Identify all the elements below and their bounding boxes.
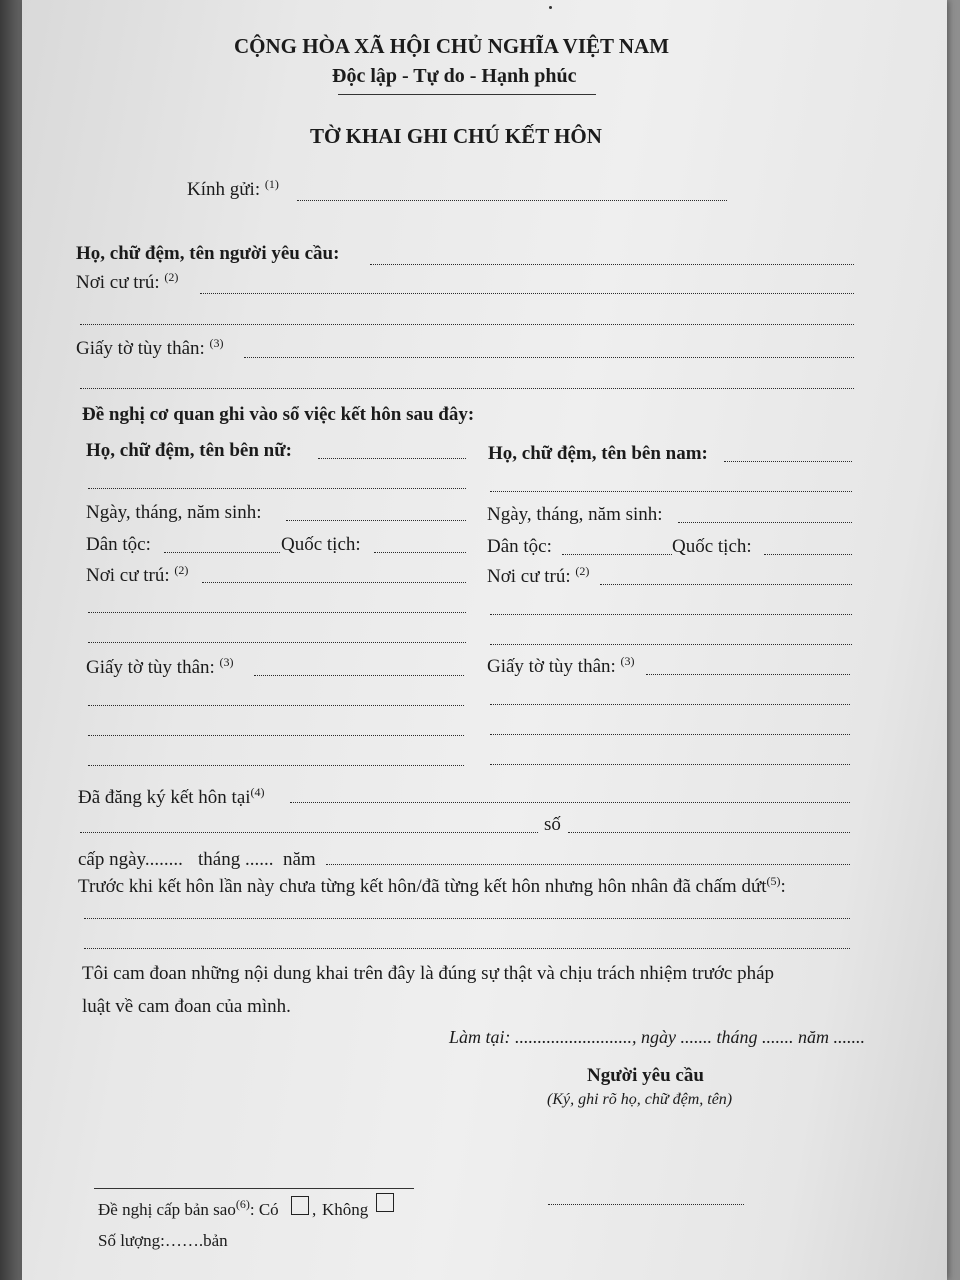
bride-ethnicity-field[interactable] — [164, 552, 280, 553]
issued-year-field[interactable] — [326, 864, 850, 865]
groom-ethnicity-field[interactable] — [562, 554, 672, 555]
form-title: TỜ KHAI GHI CHÚ KẾT HÔN — [310, 124, 602, 148]
applicant-id-text: Giấy tờ tùy thân: — [76, 338, 205, 359]
applicant-residence-note: (2) — [164, 270, 179, 284]
bride-residence-label — [86, 563, 189, 586]
recipient-label-text: Kính gửi: — [187, 179, 261, 200]
signature-field[interactable] — [548, 1204, 744, 1205]
footnote-rule — [94, 1188, 414, 1189]
bride-dob-field[interactable] — [286, 520, 466, 521]
signer-title: Người yêu cầu — [587, 1065, 704, 1086]
groom-nationality-field[interactable] — [764, 554, 852, 555]
groom-residence-text: Nơi cư trú: — [487, 566, 571, 587]
bride-id-field-3[interactable] — [88, 735, 464, 736]
previous-marriage-field-2[interactable] — [84, 948, 850, 949]
applicant-id-field[interactable] — [244, 357, 854, 358]
groom-dob-field[interactable] — [678, 522, 852, 523]
previous-marriage-label — [78, 874, 786, 897]
bride-id-note: (3) — [219, 655, 234, 669]
copy-yes-label: : Có — [249, 1200, 279, 1219]
applicant-name-field[interactable] — [370, 264, 854, 265]
previous-marriage-field[interactable] — [84, 918, 850, 919]
bride-id-text: Giấy tờ tùy thân: — [86, 657, 215, 678]
motto-underline — [338, 94, 596, 95]
groom-ethnicity-label: Dân tộc: — [487, 536, 552, 557]
bride-nationality-label: Quốc tịch: — [281, 534, 361, 555]
number-label: số — [544, 814, 561, 835]
scan-speck — [549, 6, 552, 9]
groom-id-field[interactable] — [646, 674, 850, 675]
number-field[interactable] — [568, 832, 850, 833]
groom-residence-field-2[interactable] — [490, 614, 852, 615]
bride-id-field-4[interactable] — [88, 765, 464, 766]
paper-form — [22, 0, 947, 1280]
bride-residence-text: Nơi cư trú: — [86, 565, 170, 586]
copy-yes-checkbox[interactable] — [291, 1196, 309, 1215]
bride-residence-field-2[interactable] — [88, 612, 466, 613]
registered-label — [78, 785, 265, 808]
previous-marriage-colon: : — [780, 876, 786, 897]
applicant-id-field-2[interactable] — [80, 388, 854, 389]
applicant-id-label — [76, 336, 224, 359]
bride-ethnicity-label: Dân tộc: — [86, 534, 151, 555]
declaration-line-1: Tôi cam đoan những nội dung khai trên đây là đúng sự thật và chịu trách nhiệm trước pháp — [82, 963, 775, 984]
applicant-residence-field-2[interactable] — [80, 324, 854, 325]
groom-id-note: (3) — [620, 654, 635, 668]
previous-marriage-text: Trước khi kết hôn lần này chưa từng kết hôn/đã từng kết hôn nhưng hôn nhân đã chấm dứt — [78, 876, 767, 897]
issued-day-label: cấp ngày........ — [78, 849, 183, 870]
groom-name-field-2[interactable] — [490, 491, 852, 492]
applicant-id-note: (3) — [209, 336, 224, 350]
groom-id-field-2[interactable] — [490, 704, 850, 705]
request-heading: Đề nghị cơ quan ghi vào sổ việc kết hôn sau đây: — [82, 404, 475, 425]
registered-text: Đã đăng ký kết hôn tại — [78, 787, 251, 808]
bride-residence-note: (2) — [174, 563, 189, 577]
bride-name-field[interactable] — [318, 458, 466, 459]
copy-request-line — [98, 1197, 279, 1219]
groom-id-field-3[interactable] — [490, 734, 850, 735]
groom-nationality-label: Quốc tịch: — [672, 536, 752, 557]
motto: Độc lập - Tự do - Hạnh phúc — [332, 65, 577, 87]
groom-dob-label: Ngày, tháng, năm sinh: — [487, 504, 663, 525]
bride-residence-field-3[interactable] — [88, 642, 466, 643]
applicant-residence-text: Nơi cư trú: — [76, 272, 160, 293]
previous-marriage-note: (5) — [766, 874, 781, 888]
bride-name-field-2[interactable] — [88, 488, 466, 489]
copy-quantity: Số lượng:…….bản — [98, 1231, 228, 1250]
bride-id-field-2[interactable] — [88, 705, 464, 706]
registered-note: (4) — [250, 785, 265, 799]
groom-residence-field[interactable] — [600, 584, 852, 585]
groom-name-field[interactable] — [724, 461, 852, 462]
signer-note: (Ký, ghi rõ họ, chữ đệm, tên) — [547, 1091, 733, 1108]
recipient-note: (1) — [264, 177, 279, 191]
bride-id-field[interactable] — [254, 675, 464, 676]
copy-no-checkbox[interactable] — [376, 1193, 394, 1212]
bride-id-label — [86, 655, 234, 678]
applicant-residence-field[interactable] — [200, 293, 854, 294]
groom-residence-note: (2) — [575, 564, 590, 578]
groom-id-text: Giấy tờ tùy thân: — [487, 656, 616, 677]
groom-id-label — [487, 654, 635, 677]
registered-place-field-2[interactable] — [80, 832, 538, 833]
recipient-label — [187, 177, 279, 200]
groom-name-label: Họ, chữ đệm, tên bên nam: — [488, 443, 708, 464]
copy-comma: , — [312, 1200, 317, 1219]
issued-month-label: tháng ...... — [198, 849, 274, 870]
applicant-name-label: Họ, chữ đệm, tên người yêu cầu: — [76, 243, 340, 264]
groom-id-field-4[interactable] — [490, 764, 850, 765]
copy-request-label: Đề nghị cấp bản sao — [98, 1200, 236, 1219]
registered-place-field[interactable] — [290, 802, 850, 803]
groom-residence-label — [487, 564, 590, 587]
bride-residence-field[interactable] — [202, 582, 466, 583]
copy-no-label: Không — [322, 1200, 369, 1219]
groom-residence-field-3[interactable] — [490, 644, 852, 645]
issued-year-label: năm — [283, 849, 316, 870]
place-date-line: Làm tại: .........................., ngày ....... tháng ....... năm ....... — [449, 1027, 865, 1047]
bride-name-label: Họ, chữ đệm, tên bên nữ: — [86, 440, 292, 461]
applicant-residence-label — [76, 270, 179, 293]
bride-nationality-field[interactable] — [374, 552, 466, 553]
copy-request-note: (6) — [235, 1197, 250, 1211]
declaration-line-2: luật về cam đoan của mình. — [82, 996, 291, 1017]
bride-dob-label: Ngày, tháng, năm sinh: — [86, 502, 262, 523]
country-header: CỘNG HÒA XÃ HỘI CHỦ NGHĨA VIỆT NAM — [234, 34, 670, 58]
recipient-field[interactable] — [297, 200, 727, 201]
